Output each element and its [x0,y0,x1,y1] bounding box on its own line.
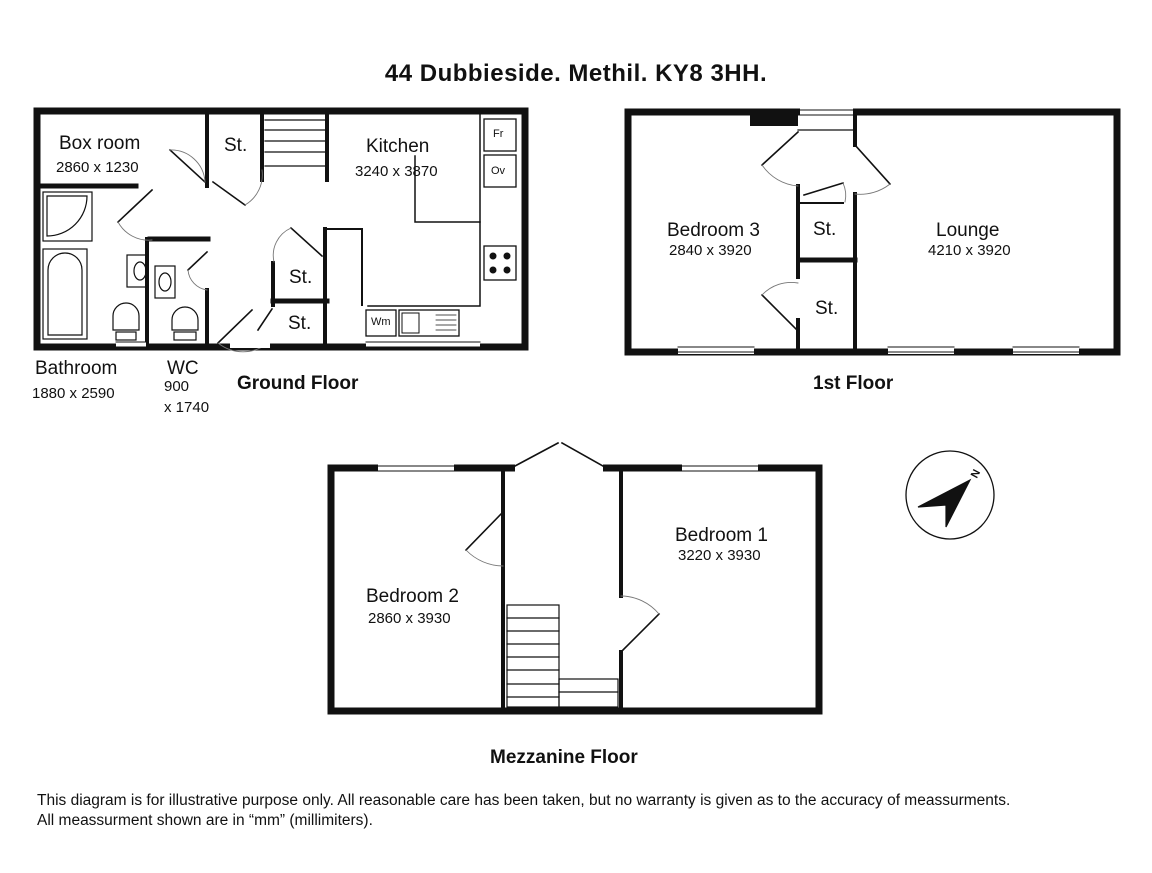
bedroom1-name: Bedroom 1 [675,525,768,546]
kitchen-dims: 3240 x 3870 [355,163,438,180]
ground-stairs [265,120,325,166]
mezzanine-floor-plan [331,443,819,711]
bathroom-fittings [43,192,198,340]
kitchen-sink [399,310,459,336]
bedroom3-name: Bedroom 3 [667,220,760,241]
kitchen-name: Kitchen [366,136,430,157]
disclaimer-line-2: All meassurment shown are in “mm” (millimiters). [37,812,373,829]
compass-north-letter: N [968,467,984,481]
bedroom2-name: Bedroom 2 [366,586,459,607]
hob [484,246,516,280]
bathroom-dims: 1880 x 2590 [32,385,115,402]
lounge-name: Lounge [936,220,1000,241]
page-title: 44 Dubbieside. Methil. KY8 3HH. [384,60,768,87]
ground-store-label-1: St. [224,135,248,156]
wc-dims-line2: x 1740 [164,399,210,416]
bathroom-name: Bathroom [35,358,118,379]
wc-dims-line1: 900 [164,378,190,395]
oven-label: Ov [491,165,506,177]
first-store-label-1: St. [813,219,837,240]
bedroom3-dims: 2840 x 3920 [669,242,752,259]
box-room-name: Box room [59,133,141,154]
first-store-label-2: St. [815,298,839,319]
mezzanine-floor-label: Mezzanine Floor [490,747,638,768]
first-floor-label: 1st Floor [813,373,894,394]
ground-store-label-2: St. [289,267,313,288]
hob-burners [490,253,511,274]
compass [906,451,994,539]
mezzanine-doors [466,443,659,652]
lounge-dims: 4210 x 3920 [928,242,1011,259]
box-room-dims: 2860 x 1230 [56,159,139,176]
disclaimer [37,791,1010,831]
ground-floor-label: Ground Floor [237,373,359,394]
bedroom2-dims: 2860 x 3930 [368,610,451,627]
bedroom1-dims: 3220 x 3930 [678,547,761,564]
ground-store-label-3: St. [288,313,312,334]
fridge-label: Fr [493,128,504,140]
wc-name: WC [167,358,199,379]
washing-machine-label: Wm [371,316,391,328]
mezzanine-stairs [507,605,618,707]
disclaimer-line-1: This diagram is for illustrative purpose only. All reasonable care has been taken, but no warranty is given as to the accuracy of meassurments. [37,792,1011,809]
